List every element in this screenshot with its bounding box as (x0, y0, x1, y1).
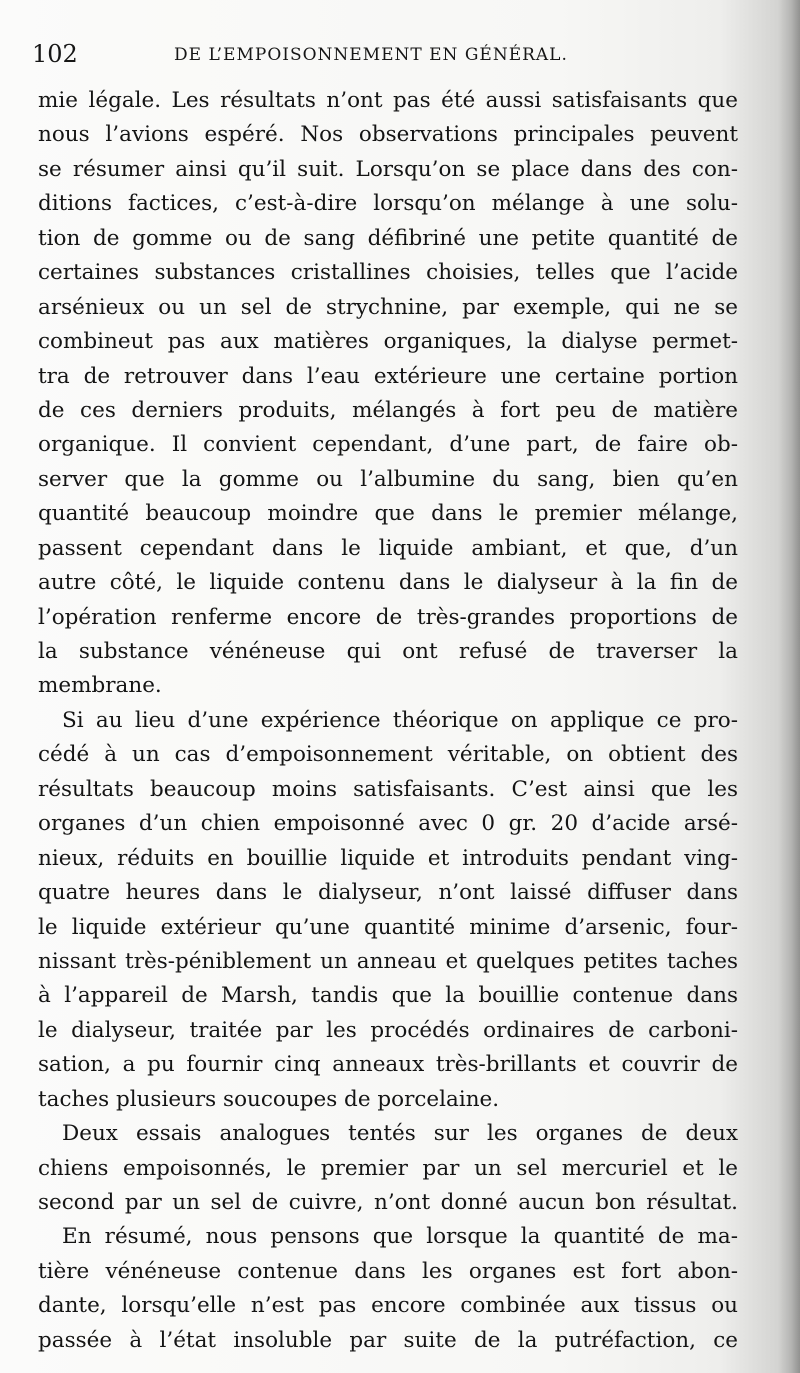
text-line: résultats beaucoup moins satisfaisants. C’est ainsi que les (38, 776, 738, 802)
text-line: Deux essais analogues tentés sur les organes de deux (62, 1121, 738, 1147)
text-line: passée à l’état insoluble par suite de la putréfaction, ce (38, 1327, 738, 1353)
text-line: ditions factices, c’est-à-dire lorsqu’on mélange à une solu- (38, 191, 738, 217)
paragraph-end-line: membrane. (38, 673, 162, 699)
text-line: Si au lieu d’une expérience théorique on applique ce pro- (62, 707, 738, 733)
paragraph-end-line: taches plusieurs soucoupes de porcelaine. (38, 1086, 500, 1112)
text-line: organes d’un chien empoisonné avec 0 gr. 20 d’acide arsé- (38, 811, 738, 837)
text-line: server que la gomme ou l’albumine du sang, bien qu’en (38, 466, 738, 492)
text-line: le liquide extérieur qu’une quantité minime d’arsenic, four- (38, 914, 738, 940)
text-line: à l’appareil de Marsh, tandis que la bouillie contenue dans (38, 983, 738, 1009)
text-line: dante, lorsqu’elle n’est pas encore combinée aux tissus ou (38, 1293, 738, 1319)
body-text (38, 84, 738, 1358)
text-line: quatre heures dans le dialyseur, n’ont laissé diffuser dans (38, 880, 738, 906)
text-line: de ces derniers produits, mélangés à fort peu de matière (38, 397, 738, 423)
text-line: l’opération renferme encore de très-grandes proportions de (38, 604, 738, 630)
text-line: se résumer ainsi qu’il suit. Lorsqu’on se place dans des con- (38, 156, 738, 182)
text-line: tière vénéneuse contenue dans les organes est fort abon- (38, 1258, 738, 1284)
text-line: autre côté, le liquide contenu dans le dialyseur à la fin de (38, 570, 738, 596)
page-number: 102 (32, 40, 78, 68)
text-line: En résumé, nous pensons que lorsque la quantité de ma- (62, 1224, 738, 1250)
running-head (32, 40, 722, 74)
text-line: le dialyseur, traitée par les procédés ordinaires de carboni- (38, 1017, 738, 1043)
text-line: chiens empoisonnés, le premier par un sel mercuriel et le (38, 1155, 738, 1181)
text-line: arsénieux ou un sel de strychnine, par exemple, qui ne se (38, 294, 738, 320)
text-line: nous l’avions espéré. Nos observations principales peuvent (38, 122, 738, 148)
text-line: la substance vénéneuse qui ont refusé de traverser la (38, 639, 738, 664)
running-title: DE L’EMPOISONNEMENT EN GÉNÉRAL. (174, 45, 568, 65)
text-line: organique. Il convient cependant, d’une part, de faire ob- (38, 432, 738, 458)
text-line: tra de retrouver dans l’eau extérieure une certaine portion (38, 363, 738, 389)
text-line: mie légale. Les résultats n’ont pas été aussi satisfaisants que (38, 88, 738, 113)
text-line: quantité beaucoup moindre que dans le premier mélange, (38, 501, 738, 527)
text-line: passent cependant dans le liquide ambiant, et que, d’un (38, 535, 738, 561)
page-edge-shadow (778, 0, 800, 1373)
text-line: sation, a pu fournir cinq anneaux très-brillants et couvrir de (38, 1052, 738, 1078)
text-line: nieux, réduits en bouillie liquide et introduits pendant ving- (38, 845, 738, 871)
text-line: nissant très-péniblement un anneau et quelques petites taches (38, 948, 738, 974)
text-line: tion de gomme ou de sang défibriné une petite quantité de (38, 225, 738, 251)
text-line: cédé à un cas d’empoisonnement véritable, on obtient des (38, 742, 738, 768)
text-line: combineut pas aux matières organiques, la dialyse permet- (38, 329, 738, 355)
text-line: certaines substances cristallines choisies, telles que l’acide (38, 260, 738, 286)
text-line: second par un sel de cuivre, n’ont donné aucun bon résultat. (38, 1190, 738, 1215)
